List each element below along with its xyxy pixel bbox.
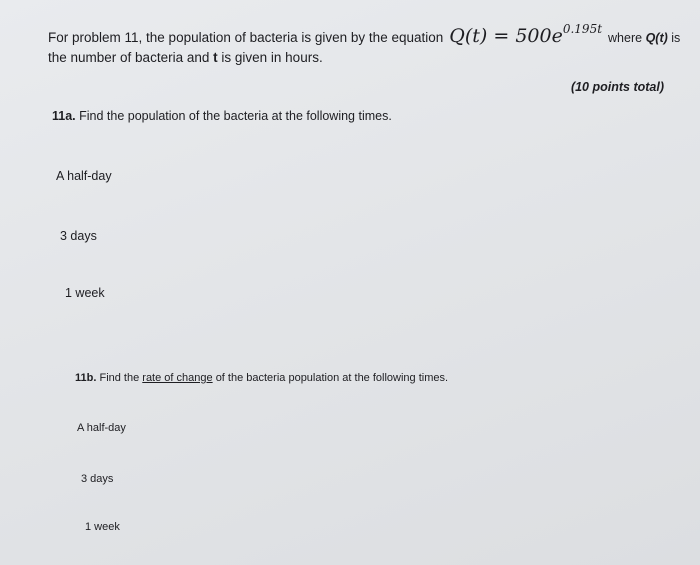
- part-b-time-1-week: 1 week: [85, 521, 120, 533]
- part-a-time-3-days: 3 days: [60, 229, 97, 243]
- part-b-time-3-days: 3 days: [81, 473, 114, 485]
- part-b-time-half-day: A half-day: [77, 422, 126, 434]
- equation-equals: =: [493, 25, 510, 47]
- intro-line-2: the number of bacteria and t is given in hours.: [48, 50, 323, 65]
- population-equation: [449, 20, 602, 46]
- question-11b-label: 11b.: [75, 372, 97, 384]
- rate-of-change-underlined: rate of change: [142, 372, 213, 384]
- points-total: (10 points total): [570, 80, 664, 94]
- intro-where: where Q(t) is: [608, 31, 681, 45]
- question-11b: 11b. Find the rate of change of the bacteria population at the following times.: [75, 372, 449, 384]
- intro-t-variable: t: [213, 50, 218, 65]
- equation-lhs: Q(t): [449, 25, 488, 47]
- intro-prefix: For problem 11, the population of bacteria is given by the equation: [48, 30, 444, 45]
- problem-intro: [48, 20, 688, 67]
- intro-q-variable: Q(t): [645, 31, 668, 45]
- part-a-time-half-day: A half-day: [56, 169, 112, 183]
- part-a-time-1-week: 1 week: [65, 286, 105, 300]
- equation-coefficient: 500e: [515, 25, 563, 47]
- question-11a-label: 11a.: [52, 109, 76, 123]
- question-11a-text: Find the population of the bacteria at the following times.: [79, 109, 392, 123]
- question-11a: [52, 109, 392, 123]
- equation-exponent: 0.195t: [562, 22, 603, 36]
